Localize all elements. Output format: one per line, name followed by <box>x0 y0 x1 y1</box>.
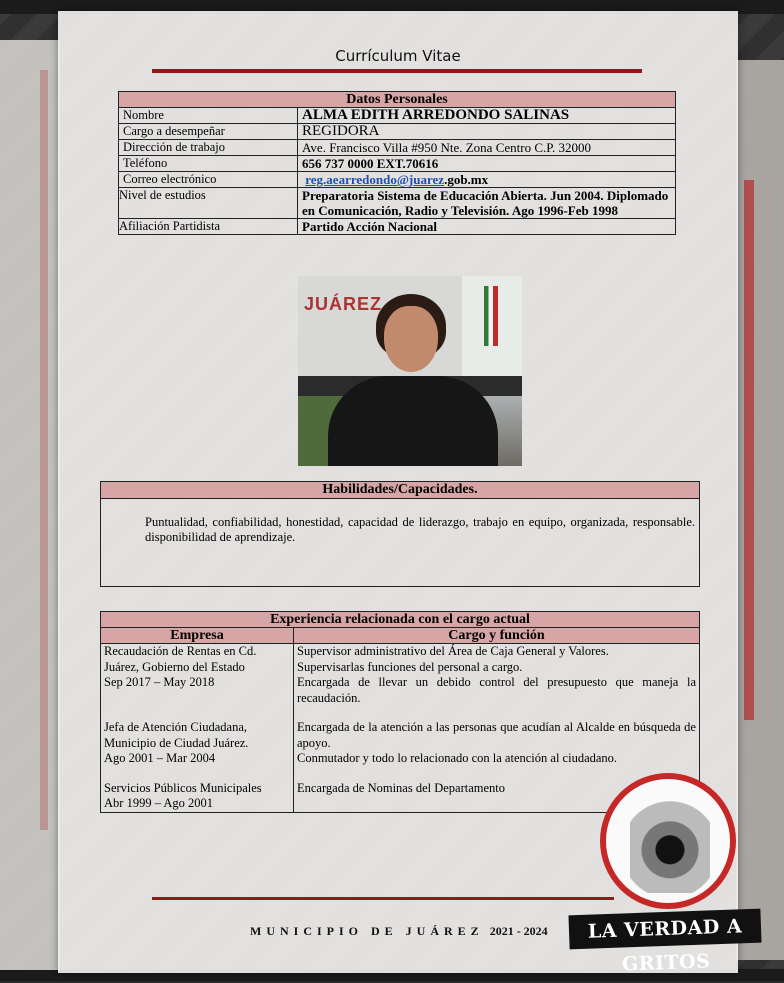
screaming-hand-logo-icon <box>600 773 736 909</box>
company-dates: Sep 2017 – May 2018 <box>104 675 215 689</box>
role-line: Encargada de Nominas del Departamento <box>297 780 506 795</box>
name-label: Nombre <box>119 108 298 124</box>
photo-backdrop-text: JUÁREZ <box>304 294 383 314</box>
role-col-header: Cargo y función <box>294 628 700 644</box>
experience-table <box>100 611 700 813</box>
role-line: Supervisor administrativo del Área de Caja General y Valores. <box>297 644 609 658</box>
personal-data-table <box>118 91 676 235</box>
row-address <box>119 140 676 156</box>
role-line: Conmutador y todo lo relacionado con la atención al ciudadano. <box>297 751 618 765</box>
personal-data-header: Datos Personales <box>119 92 676 108</box>
role-line: Encargada de llevar un debido control del presupuesto que maneja la recaudación. <box>297 675 696 705</box>
position-value: REGIDORA <box>298 124 676 140</box>
company-name: Servicios Públicos Municipales <box>104 780 262 795</box>
address-label: Dirección de trabajo <box>119 140 298 156</box>
position-label: Cargo a desempeñar <box>119 124 298 140</box>
email-label: Correo electrónico <box>119 172 298 188</box>
email-link[interactable]: reg.aearredondo@juarez <box>305 172 445 187</box>
flag-icon <box>484 286 498 346</box>
role-line: Encargada de la atención a las personas que acudían al Alcalde en búsqueda de apoyo. <box>297 720 696 750</box>
row-education <box>119 188 676 219</box>
education-value: Preparatoria Sistema de Educación Abierta. Jun 2004. Diplomado en Comunicación, Radio y Televisión. Ago 1996-Feb 1998 <box>298 188 676 219</box>
footer-municipality: MUNICIPIO DE JUÁREZ <box>250 924 484 938</box>
row-party <box>119 219 676 235</box>
footer-rule <box>152 897 614 900</box>
experience-header: Experiencia relacionada con el cargo actual <box>101 612 700 628</box>
row-phone <box>119 156 676 172</box>
company-col-header: Empresa <box>101 628 294 644</box>
address-value: Ave. Francisco Villa #950 Nte. Zona Centro C.P. 32000 <box>298 140 676 156</box>
row-email <box>119 172 676 188</box>
document-title: Currículum Vitae <box>335 47 461 65</box>
experience-row <box>101 644 700 721</box>
company-name: Recaudación de Rentas en Cd. Juárez, Gobierno del Estado <box>104 644 257 674</box>
email-domain: .gob.mx <box>444 172 489 187</box>
party-label: Afiliación Partidista <box>119 219 298 235</box>
row-position <box>119 124 676 140</box>
profile-photo <box>298 276 522 466</box>
name-value: ALMA EDITH ARREDONDO SALINAS <box>298 108 676 124</box>
role-line: Supervisarlas funciones del personal a cargo. <box>297 659 523 674</box>
experience-row <box>101 720 700 781</box>
party-value: Partido Acción Nacional <box>298 219 676 235</box>
footer-years: 2021 - 2024 <box>489 924 548 938</box>
phone-value: 656 737 0000 EXT.70616 <box>298 156 676 172</box>
company-dates: Ago 2001 – Mar 2004 <box>104 751 216 765</box>
skills-text: Puntualidad, confiabilidad, honestidad, capacidad de liderazgo, trabajo en equipo, organizada, responsable. disponibilidad de aprendizaje. <box>145 515 695 544</box>
row-name <box>119 108 676 124</box>
skills-header: Habilidades/Capacidades. <box>101 482 699 499</box>
skills-box <box>100 481 700 587</box>
company-dates: Abr 1999 – Ago 2001 <box>104 796 214 810</box>
company-name: Jefa de Atención Ciudadana, Municipio de Ciudad Juárez. <box>104 720 249 750</box>
watermark-brand: LA VERDAD A GRITOS <box>568 909 761 950</box>
footer <box>250 924 548 939</box>
phone-label: Teléfono <box>119 156 298 172</box>
title-rule <box>152 69 642 73</box>
email-value <box>298 172 676 188</box>
education-label: Nivel de estudios <box>119 188 298 219</box>
